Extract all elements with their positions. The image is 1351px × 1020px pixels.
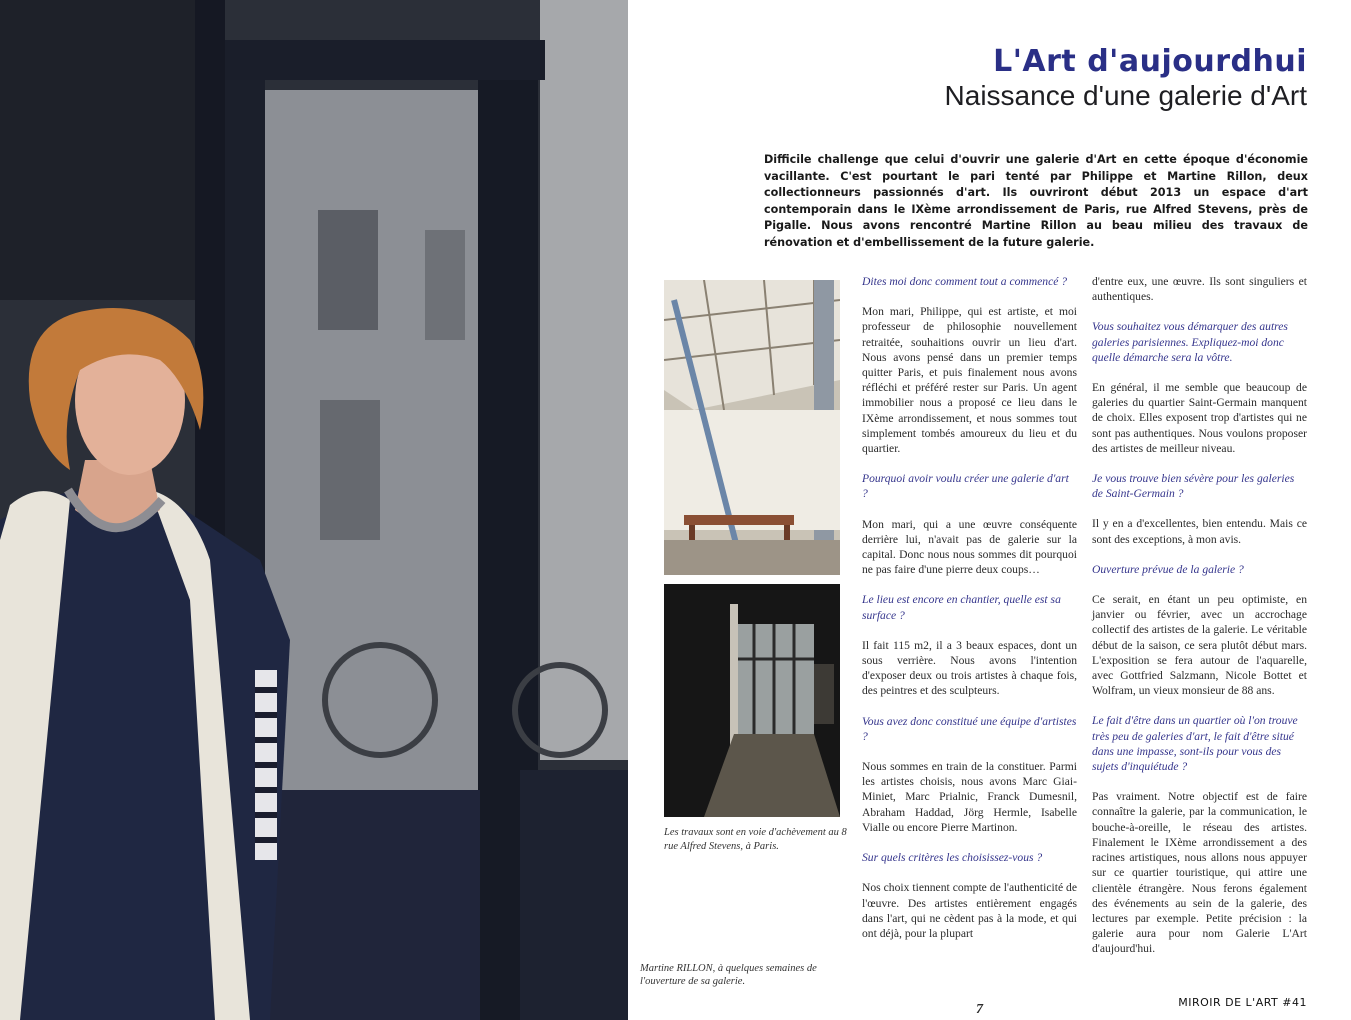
portrait-photo <box>0 0 628 1020</box>
interior-photo-drawing <box>664 584 840 817</box>
interview-question: Ouverture prévue de la galerie ? <box>1092 562 1244 576</box>
interview-answer: Ce serait, en étant un peu optimiste, en janvier ou février, avec un accrochage collectif des artistes de la galerie. Le véritable début de la saison, ce sera plutôt début mars. L'exposition se fera autour de l'aquarelle, avec Gottfried Salzmann, Nicole Bottet et Wolfram, un vieux monsieur de 88 ans. <box>1092 593 1307 698</box>
interview-answer: Nos choix tiennent compte de l'authenticité de l'œuvre. Des artistes entièrement engagés dans l'art, qui ne cèdent pas à la mode, et qui ont déjà, pour la plupart <box>862 881 1077 940</box>
skylight-photo-drawing <box>664 280 840 575</box>
portrait-photo-drawing <box>0 0 628 1020</box>
gallery-works-photo-skylight <box>664 280 840 575</box>
article-intro: Difficile challenge que celui d'ouvrir une galerie d'Art en cette époque d'économie vacillante. C'est pourtant le pari tenté par Philippe et Martine Rillon, deux collectionneurs passionnés d'art. Ils ouvriront début 2013 un espace d'art contemporain dans le IXème arrondissement de Paris, rue Alfred Stevens, près de Pigalle. Nous avons rencontré Martine Rillon au beau milieu des travaux de rénovation et d'embellissement de la future galerie. <box>764 153 1308 249</box>
article-subtitle: Naissance d'une galerie d'Art <box>944 80 1307 111</box>
interview-question: Le lieu est encore en chantier, quelle est sa surface ? <box>862 593 1061 622</box>
interview-answer-continued: d'entre eux, une œuvre. Ils sont singuliers et authentiques. <box>1092 275 1307 304</box>
interview-answer: Il y en a d'excellentes, bien entendu. Mais ce sont des exceptions, à mon avis. <box>1092 517 1307 546</box>
gallery-works-photo-interior <box>664 584 840 817</box>
interview-question: Pourquoi avoir voulu créer une galerie d'art ? <box>862 472 1069 501</box>
interview-answer: Il fait 115 m2, il a 3 beaux espaces, dont un sous verrière. Nous avons l'intention d'exposer deux ou trois artistes à chaque fois, des peintres et des sculpteurs. <box>862 638 1077 698</box>
interview-question: Vous souhaitez vous démarquer des autres galeries parisiennes. Expliquez-moi donc quelle démarche sera la vôtre. <box>1092 320 1288 364</box>
interview-question: Dites moi donc comment tout a commencé ? <box>862 275 1068 288</box>
interview-answer: Nous sommes en train de la constituer. Parmi les artistes choisis, nous avons Marc Giai-Miniet, Marc Prialnic, Franck Dumesnil, Abraham Haddad, Jörg Hermle, Isabelle Vialle ou encore Pierre Martinon. <box>862 760 1077 834</box>
works-caption: Les travaux sont en voie d'achèvement au 8 rue Alfred Stevens, à Paris. <box>664 827 847 852</box>
portrait-caption: Martine RILLON, à quelques semaines de l'ouverture de sa galerie. <box>640 963 817 987</box>
interview-question: Vous avez donc constitué une équipe d'artistes ? <box>862 714 1077 743</box>
interview-answer: En général, il me semble que beaucoup de galeries du quartier Saint-Germain manquent de choix. Elles exposent trop d'artistes qui ne sont pas authentiques. Nous voulons proposer des artistes de meilleur niveau. <box>1092 381 1307 455</box>
interview-answer: Mon mari, Philippe, qui est artiste, et moi professeur de philosophie nouvellement retraitée, souhaitions ouvrir un lieu d'art. Nous avons pensé dans un premier temps quitter Paris, et puis finalement nous avons réfléchi et préféré rester sur Paris. Un agent immobilier nous a proposé ce lieu dans le IXème arrondissement, et nous sommes tout simplement tombés amoureux du lieu et du quartier. <box>862 305 1077 456</box>
interview-question: Sur quels critères les choisissez-vous ? <box>862 851 1043 865</box>
magazine-footer: MIROIR DE L'ART #41 <box>1178 996 1307 1009</box>
interview-column-1 <box>862 274 1077 956</box>
interview-answer: Mon mari, qui a une œuvre conséquente derrière lui, n'avait pas de galerie sur la capital. Donc nous nous sommes dit pourquoi ne pas faire d'une pierre deux coups… <box>862 517 1077 577</box>
interview-question: Le fait d'être dans un quartier où l'on trouve très peu de galeries d'art, le fait d'être situé dans une impasse, sont-ils pour vous des sujets d'inquiétude ? <box>1092 714 1298 774</box>
page-number: 7 <box>976 1002 983 1017</box>
interview-question: Je vous trouve bien sévère pour les galeries de Saint-Germain ? <box>1092 472 1295 501</box>
article-title: L'Art d'aujourdhui <box>993 44 1307 79</box>
interview-answer: Pas vraiment. Notre objectif est de faire connaître la galerie, par la communication, le bouche-à-oreille, le réseau des artistes. Finalement le IXème arrondissement a des racines artistiques, nous allons nous appuyer sur ce quartier touristique, qui attire une clientèle étrangère. Nous ferons également des événements au sein de la galerie, des lectures par exemple. Petite précision : la galerie aura pour nom Galerie L'Art d'aujourd'hui. <box>1092 790 1307 956</box>
interview-column-2 <box>1092 274 1307 972</box>
